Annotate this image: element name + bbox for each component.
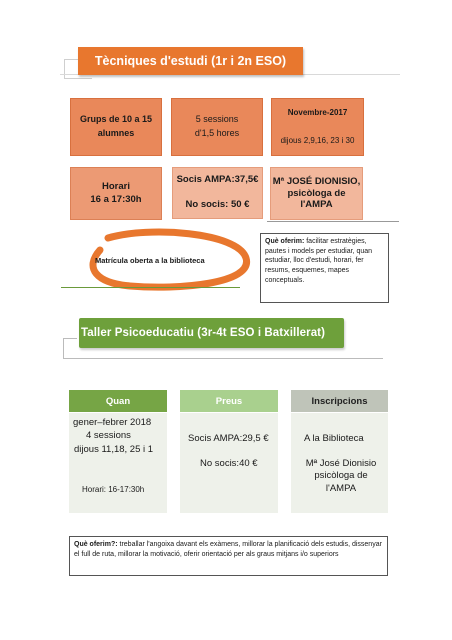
- schedule-time: 16 a 17:30h: [90, 193, 142, 205]
- price-box: [172, 167, 263, 219]
- offer-text: treballar l'angoixa davant els exàmens, millorar la planificació dels estudis, dissenyar el full de ruta, millorar la motivació, oferir orientació per als graus mitjans i/o superiors: [74, 541, 382, 558]
- offer-text: facilitar estratègies, pautes i models per estudiar, quan estudiar, lloc d'estudi, horari, fer resums, esquemes, mapes conceptuals.: [265, 238, 373, 284]
- sessions-box: [171, 98, 263, 156]
- section2-title: Taller Psicoeducatiu (3r-4t ESO i Batxillerat): [79, 318, 344, 348]
- registration-who: Mª José Dionisio psicòloga de l'AMPA: [305, 458, 377, 494]
- prices-column: [180, 413, 278, 513]
- header-registration: Inscripcions: [291, 390, 388, 412]
- teacher-line3: l'AMPA: [300, 199, 333, 211]
- teacher-line2: psicòloga de: [287, 187, 346, 199]
- when-months: gener–febrer 2018: [73, 417, 152, 428]
- groups-box: [70, 98, 162, 156]
- sessions-line2: d'1,5 hores: [194, 128, 240, 138]
- price-members: Socis AMPA:37,5€: [176, 174, 259, 186]
- enrollment-text: Matrícula oberta a la biblioteca: [95, 256, 205, 265]
- when-sessions: 4 sessions: [86, 430, 131, 441]
- price-nonmembers: No socis: 50 €: [185, 199, 250, 211]
- dates-box: [271, 98, 364, 156]
- registration-column: [291, 413, 388, 513]
- offer-label: Què oferim:: [265, 238, 305, 245]
- registration-where: A la Biblioteca: [304, 433, 364, 444]
- when-schedule: Horari: 16-17:30h: [82, 485, 145, 494]
- offer-box-1: [260, 233, 389, 303]
- price-nonmembers: No socis:40 €: [200, 458, 258, 469]
- divider-line: [267, 221, 399, 222]
- section1-title: Tècniques d'estudi (1r i 2n ESO): [78, 47, 303, 75]
- groups-text: Grups de 10 a 15 alumnes: [79, 114, 153, 138]
- header-prices: Preus: [180, 390, 278, 412]
- price-members: Socis AMPA:29,5 €: [188, 433, 269, 444]
- header-when: Quan: [69, 390, 167, 412]
- offer-label: Què oferim?:: [74, 541, 118, 548]
- sessions-line1: 5 sessions: [195, 114, 239, 125]
- title-frame-line: [63, 338, 77, 359]
- divider-line: [61, 287, 240, 288]
- days-text: dijous 2,9,16, 23 i 30: [280, 135, 355, 145]
- teacher-box: [270, 167, 363, 220]
- offer-box-2: [69, 536, 388, 576]
- schedule-box: [70, 167, 162, 220]
- teacher-line1: Mª JOSÉ DIONISIO,: [272, 175, 361, 187]
- when-days: dijous 11,18, 25 i 1: [74, 444, 154, 455]
- when-column: [69, 413, 167, 513]
- month-text: Novembre-2017: [287, 107, 348, 117]
- schedule-label: Horari: [102, 181, 130, 193]
- divider-line: [63, 358, 383, 359]
